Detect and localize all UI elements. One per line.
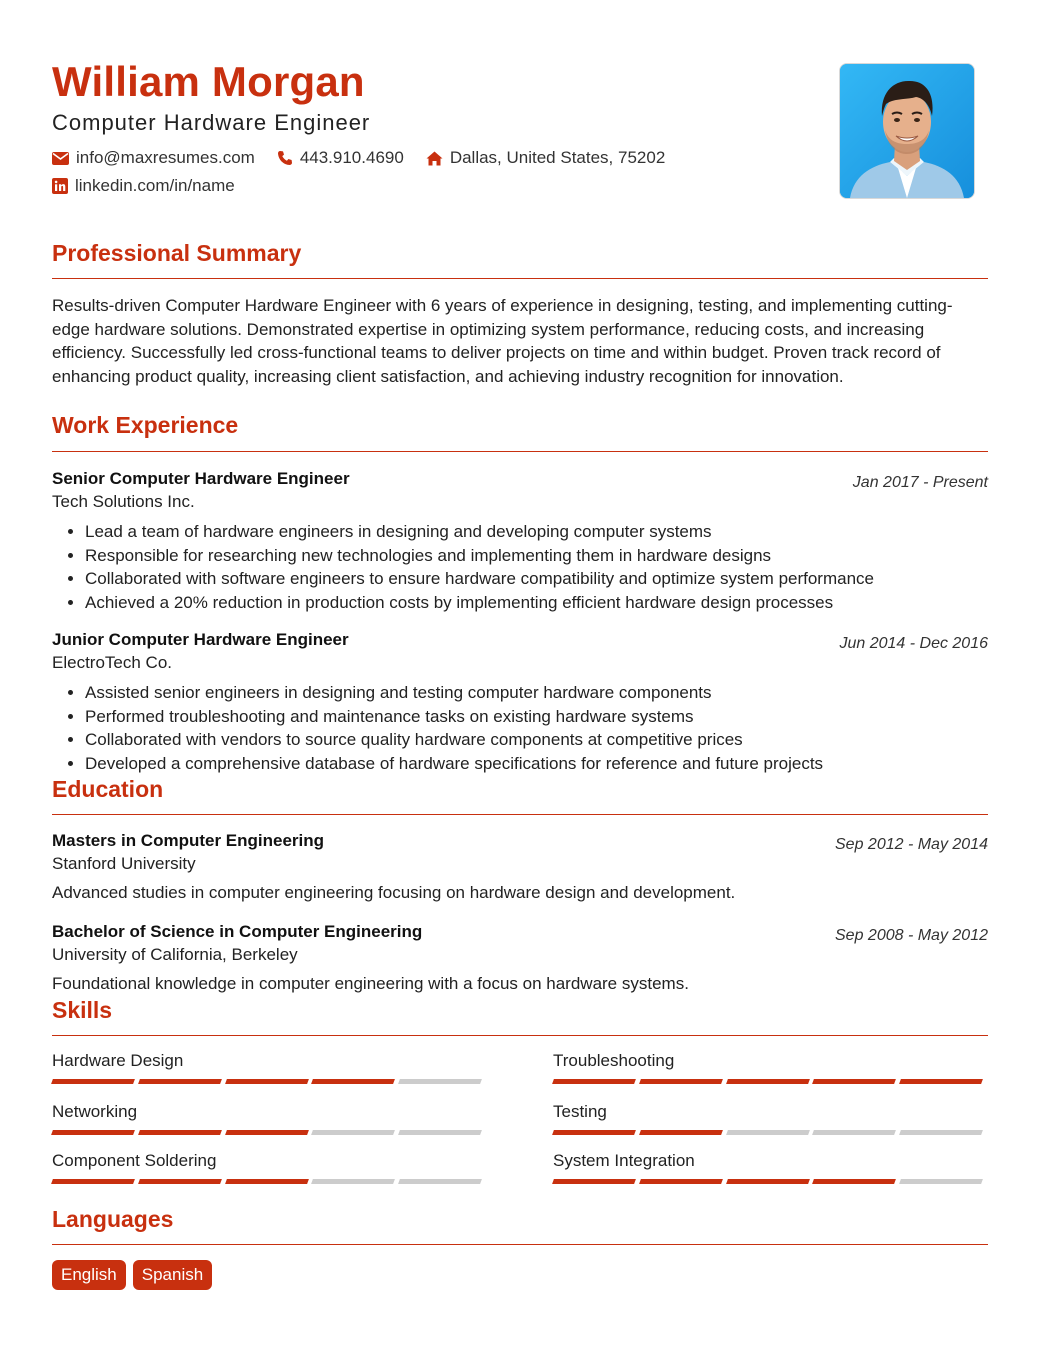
skill-segment-empty [311, 1130, 395, 1135]
skill-segment-empty [311, 1179, 395, 1184]
skill-segment-filled [225, 1179, 309, 1184]
languages-heading: Languages [52, 1206, 174, 1232]
job-bullets [52, 681, 823, 775]
skill-segment-filled [639, 1179, 723, 1184]
job-bullet: • Developed a comprehensive database of hardware specifications for reference and future projects [85, 752, 823, 776]
degree-school: Stanford University [52, 854, 196, 873]
phone-text: 443.910.4690 [299, 148, 404, 167]
contact-email[interactable] [52, 148, 255, 168]
job-bullet: • Responsible for researching new technologies and implementing them in hardware designs [85, 544, 874, 568]
contact-phone[interactable] [277, 148, 404, 168]
experience-divider [52, 451, 988, 452]
candidate-name: William Morgan [52, 58, 365, 105]
skill-level-bar [52, 1130, 486, 1135]
summary-divider [52, 278, 988, 279]
degree-description: Foundational knowledge in computer engineering with a focus on hardware systems. [52, 974, 689, 993]
skill-segment-filled [51, 1130, 135, 1135]
languages-divider [52, 1244, 988, 1245]
job-dates: Jan 2017 - Present [852, 474, 988, 491]
phone-icon [277, 150, 293, 166]
job-company: ElectroTech Co. [52, 653, 172, 672]
language-badge: Spanish [133, 1260, 212, 1290]
skill-segment-filled [225, 1079, 309, 1084]
skill-level-bar [52, 1079, 486, 1084]
contact-row [52, 148, 687, 168]
skill-segment-empty [812, 1130, 896, 1135]
education-heading: Education [52, 776, 164, 802]
job-bullet: • Assisted senior engineers in designing and testing computer hardware components [85, 681, 823, 705]
skill-segment-filled [138, 1130, 222, 1135]
skill-segment-filled [812, 1079, 896, 1084]
degree-description: Advanced studies in computer engineering focusing on hardware design and development. [52, 883, 736, 902]
skill-segment-filled [639, 1079, 723, 1084]
skill-segment-empty [899, 1130, 983, 1135]
skill-item [52, 1102, 486, 1135]
skill-level-bar [553, 1179, 987, 1184]
skill-name: Troubleshooting [553, 1051, 675, 1070]
job-bullet: • Lead a team of hardware engineers in designing and developing computer systems [85, 520, 874, 544]
degree-title: Masters in Computer Engineering [52, 831, 325, 850]
skill-segment-filled [225, 1130, 309, 1135]
skill-segment-filled [726, 1079, 810, 1084]
contact-row-2 [52, 176, 257, 196]
skill-item [553, 1102, 987, 1135]
job-bullet: • Collaborated with software engineers to ensure hardware compatibility and optimize system performance [85, 567, 874, 591]
skill-segment-filled [552, 1179, 636, 1184]
skill-segment-filled [138, 1179, 222, 1184]
summary-text: Results-driven Computer Hardware Engineer with 6 years of experience in designing, testing, and implementing cutting-edge hardware solutions. Demonstrated expertise in optimizing system performance, reducing costs, and increasing efficiency. Successfully led cross-functional teams to deliver projects on time and within budget. Proven track record of enhancing product quality, increasing client satisfaction, and achieving industry recognition for innovation. [52, 296, 953, 386]
job-bullet: • Collaborated with vendors to source quality hardware components at competitive prices [85, 728, 823, 752]
linkedin-icon [52, 178, 68, 194]
skill-segment-filled [51, 1079, 135, 1084]
job-bullet: • Achieved a 20% reduction in production costs by implementing efficient hardware design processes [85, 591, 874, 615]
skill-name: Testing [553, 1102, 607, 1121]
location-text: Dallas, United States, 75202 [449, 148, 666, 167]
skills-heading: Skills [52, 997, 113, 1023]
skill-name: Hardware Design [52, 1051, 184, 1070]
contact-location [426, 148, 665, 168]
job-title: Senior Computer Hardware Engineer [52, 469, 350, 488]
job-title: Junior Computer Hardware Engineer [52, 630, 349, 649]
profile-portrait-image [840, 64, 974, 198]
job-company: Tech Solutions Inc. [52, 492, 195, 511]
candidate-title: Computer Hardware Engineer [52, 110, 371, 135]
skill-segment-filled [138, 1079, 222, 1084]
skill-item [52, 1051, 486, 1084]
linkedin-text: linkedin.com/in/name [75, 176, 235, 195]
skill-segment-empty [398, 1130, 482, 1135]
skill-item [553, 1151, 987, 1184]
skill-segment-empty [899, 1179, 983, 1184]
skill-segment-empty [726, 1130, 810, 1135]
skill-segment-filled [552, 1079, 636, 1084]
skill-segment-filled [51, 1179, 135, 1184]
skill-segment-filled [726, 1179, 810, 1184]
education-divider [52, 814, 988, 815]
experience-heading: Work Experience [52, 412, 239, 438]
job-bullets [52, 520, 874, 614]
skill-level-bar [52, 1179, 486, 1184]
skill-level-bar [553, 1130, 987, 1135]
degree-title: Bachelor of Science in Computer Engineering [52, 922, 423, 941]
skill-level-bar [553, 1079, 987, 1084]
skills-divider [52, 1035, 988, 1036]
degree-dates: Sep 2008 - May 2012 [835, 927, 988, 944]
degree-dates: Sep 2012 - May 2014 [835, 836, 988, 853]
home-icon [426, 151, 443, 166]
summary-heading: Professional Summary [52, 240, 302, 266]
job-dates: Jun 2014 - Dec 2016 [839, 635, 988, 652]
profile-photo [839, 63, 975, 199]
skill-item [52, 1151, 486, 1184]
language-list [52, 1260, 219, 1290]
skill-segment-filled [812, 1179, 896, 1184]
job-bullet: • Performed troubleshooting and maintenance tasks on existing hardware systems [85, 705, 823, 729]
language-badge: English [52, 1260, 126, 1290]
skill-segment-filled [639, 1130, 723, 1135]
skill-segment-filled [311, 1079, 395, 1084]
skill-segment-empty [398, 1079, 482, 1084]
skill-segment-filled [552, 1130, 636, 1135]
envelope-icon [52, 152, 69, 165]
skill-name: System Integration [553, 1151, 695, 1170]
skill-name: Component Soldering [52, 1151, 217, 1170]
contact-linkedin[interactable] [52, 176, 235, 196]
skill-segment-filled [899, 1079, 983, 1084]
skill-name: Networking [52, 1102, 138, 1121]
email-text: info@maxresumes.com [76, 148, 255, 167]
degree-school: University of California, Berkeley [52, 945, 298, 964]
skill-segment-empty [398, 1179, 482, 1184]
skill-item [553, 1051, 987, 1084]
